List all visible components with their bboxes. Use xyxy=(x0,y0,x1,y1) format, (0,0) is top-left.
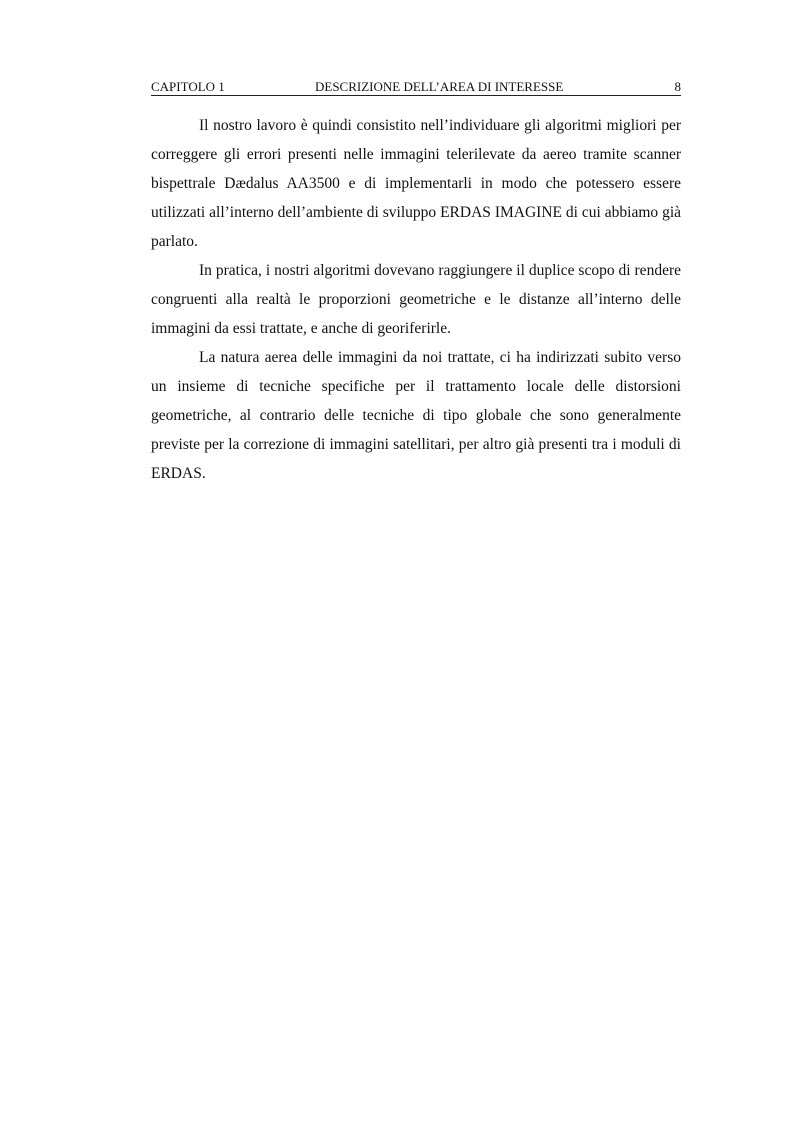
body-text xyxy=(151,111,681,488)
chapter-label: CAPITOLO 1 xyxy=(151,79,225,94)
paragraph-3: La natura aerea delle immagini da noi trattate, ci ha indirizzati subito verso un insieme di tecniche specifiche per il trattamento locale delle distorsioni geometriche, al contrario delle tecniche di tipo globale che sono generalmente previste per la correzione di immagini satellitari, per altro già presenti tra i moduli di ERDAS. xyxy=(151,349,681,482)
page-number: 8 xyxy=(674,79,681,94)
chapter-title: DESCRIZIONE DELL’AREA DI INTERESSE xyxy=(315,79,564,94)
paragraph-2: In pratica, i nostri algoritmi dovevano raggiungere il duplice scopo di rendere congruenti alla realtà le proporzioni geometriche e le distanze all’interno delle immagini da essi trattate, e anche di georiferirle. xyxy=(151,262,681,337)
running-header xyxy=(151,79,681,96)
paragraph-1: Il nostro lavoro è quindi consistito nell’individuare gli algoritmi migliori per correggere gli errori presenti nelle immagini telerilevate da aereo tramite scanner bispettrale Dædalus AA3500 e di implementarli in modo che potessero essere utilizzati all’interno dell’ambiente di sviluppo ERDAS IMAGINE di cui abbiamo già parlato. xyxy=(151,117,681,250)
